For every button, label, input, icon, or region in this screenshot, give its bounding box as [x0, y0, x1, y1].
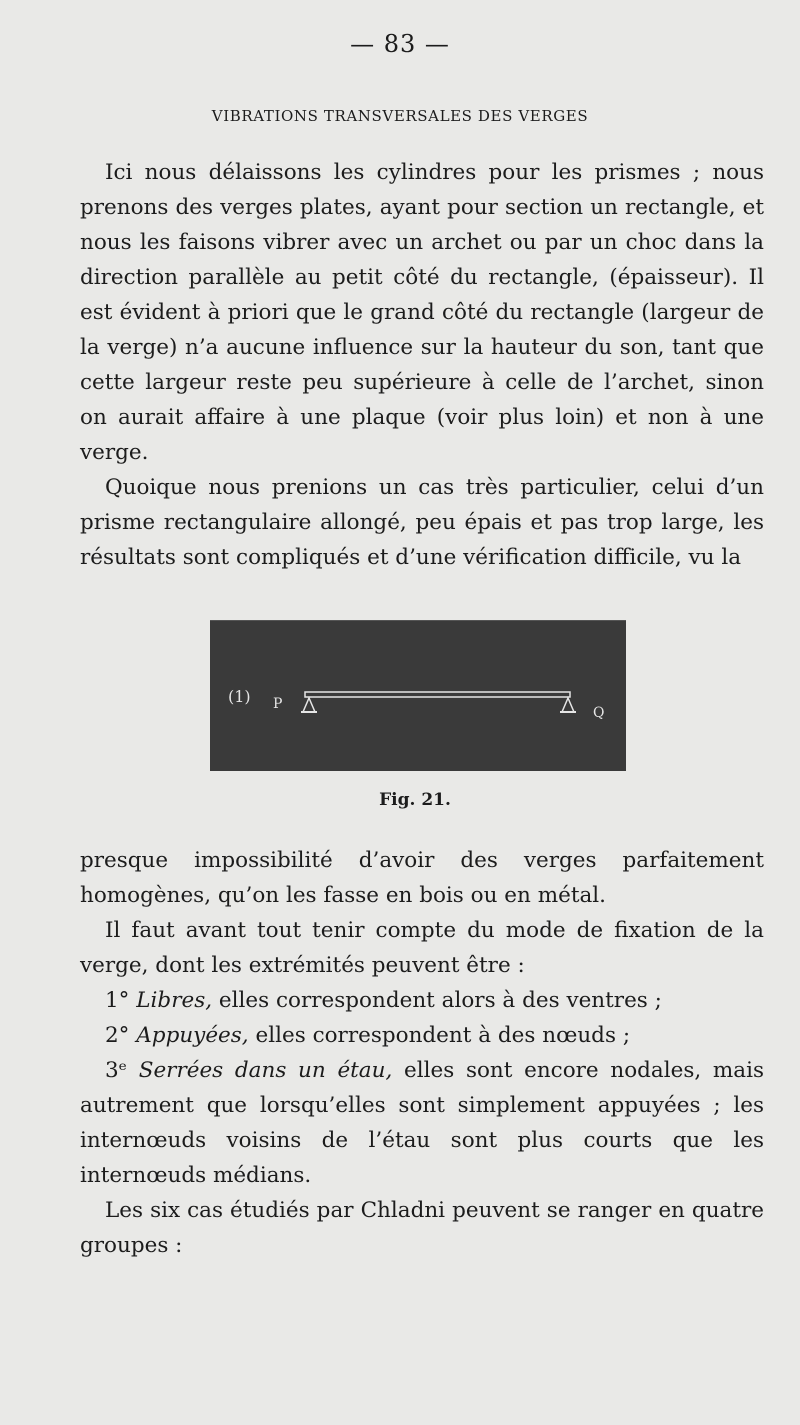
verge-bar	[305, 692, 570, 697]
item-1-term: Libres,	[136, 988, 213, 1013]
list-item-2	[80, 1018, 764, 1053]
text-block-bottom	[80, 843, 764, 1263]
paragraph-continuation: presque impossibilité d’avoir des verges parfaitement homogènes, qu’on les fasse en bois ou en métal.	[80, 848, 764, 908]
item-1-text: elles correspondent alors à des ventres ;	[218, 988, 662, 1013]
item-1-number: 1°	[105, 988, 130, 1013]
figure-label-q: Q	[593, 705, 605, 721]
paragraph-intro: Ici nous délaissons les cylindres pour les prismes ; nous prenons des verges plates, ayant pour section un rectangle, et nous les faisons vibrer avec un archet ou par un choc dans la direction parallèle au petit côté du rectangle, (épaisseur). Il est évident à priori que le grand côté du rectangle (largeur de la verge) n’a aucune influence sur la hauteur du son, tant que cette largeur reste peu supérieure à celle de l’archet, sinon on aurait affaire à une plaque (voir plus loin) et non à une verge.	[80, 160, 764, 465]
figure-21	[210, 620, 626, 771]
item-3-number: 3ᵉ	[105, 1058, 128, 1083]
paragraph-quoique: Quoique nous prenions un cas très particulier, celui d’un prisme rectangulaire allongé, peu épais et pas trop large, les résultats sont compliqués et d’une vérification difficile, vu la	[80, 475, 764, 570]
paragraph-chladni: Les six cas étudiés par Chladni peuvent se ranger en quatre groupes :	[80, 1198, 764, 1258]
item-2-term: Appuyées,	[136, 1023, 249, 1048]
item-2-text: elles correspondent à des nœuds ;	[255, 1023, 631, 1048]
text-block-top	[80, 155, 764, 575]
paragraph-fixation: Il faut avant tout tenir compte du mode de fixation de la verge, dont les extrémités peuvent être :	[80, 918, 764, 978]
list-item-1	[80, 983, 764, 1018]
running-title: VIBRATIONS TRANSVERSALES DES VERGES	[211, 107, 589, 125]
figure-caption: Fig. 21.	[379, 790, 451, 810]
item-2-number: 2°	[105, 1023, 130, 1048]
list-item-3	[80, 1053, 764, 1193]
item-3-text: elles sont encore nodales, mais autrement que lorsqu’elles sont simplement appuyées ; les internœuds voisins de l’étau sont plus courts que les internœuds médians.	[80, 1058, 764, 1188]
figure-label-number: (1)	[228, 687, 251, 706]
support-left-icon	[303, 698, 315, 712]
support-right-icon	[562, 698, 574, 712]
page-number: — 83 —	[350, 30, 450, 58]
figure-label-p: P	[273, 696, 283, 712]
item-3-term: Serrées dans un étau,	[138, 1058, 393, 1083]
